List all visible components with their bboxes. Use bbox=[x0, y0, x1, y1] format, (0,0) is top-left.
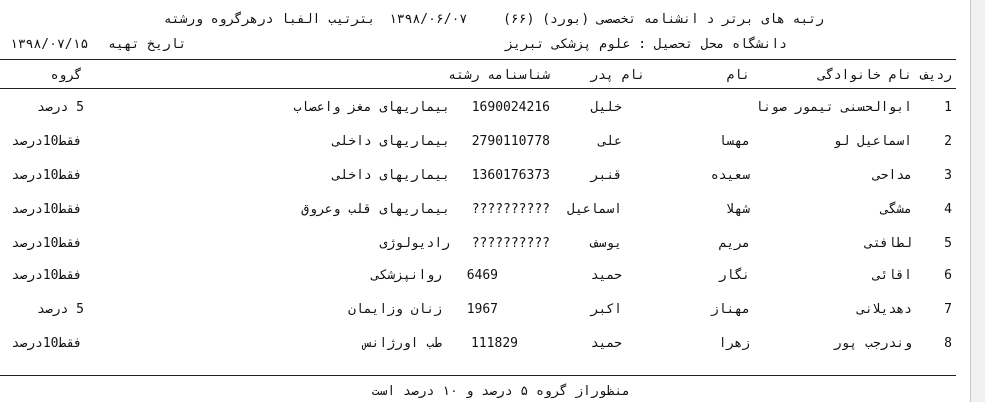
prep-date bbox=[10, 37, 186, 52]
row-id-code: 1690024216 bbox=[471, 100, 550, 115]
row-group: فقط10درصد bbox=[11, 202, 82, 217]
header-divider bbox=[0, 59, 956, 60]
row-father-name: یوسف bbox=[590, 236, 622, 251]
report-title-date: ۱۳۹۸/۰۶/۰۷ bbox=[388, 12, 468, 27]
col-header-father-name: نام پدر bbox=[590, 68, 645, 83]
col-header-last-name: نام خانوادگی bbox=[818, 68, 912, 83]
row-father-name: حمید bbox=[590, 268, 622, 283]
row-index: 4 bbox=[944, 202, 952, 217]
row-group: فقط10درصد bbox=[11, 236, 82, 251]
row-group: فقط10درصد bbox=[11, 268, 82, 283]
col-header-field: شناسنامه رشته bbox=[448, 68, 550, 83]
row-id-code: ?????????? bbox=[471, 236, 550, 251]
row-last-name: لطافتی bbox=[865, 236, 912, 251]
row-field: بیماریهای داخلی bbox=[332, 134, 450, 149]
row-first-name: زهرا bbox=[718, 336, 750, 351]
row-field: رادیولوژی bbox=[379, 236, 450, 251]
row-id-code: 1967 bbox=[466, 302, 498, 317]
col-header-first-name: نام bbox=[726, 68, 750, 83]
university-value: علوم پزشکی تبریز bbox=[505, 37, 631, 52]
row-index: 7 bbox=[944, 302, 952, 317]
report-title-text: رتبه های برتر د انشنامه تخصصی (بورد) (۶۶) bbox=[503, 12, 824, 27]
row-field: روانپزشکی bbox=[371, 268, 442, 283]
row-field: طب اورژانس bbox=[363, 336, 442, 351]
row-father-name: اکبر bbox=[590, 302, 622, 317]
row-id-code: 111829 bbox=[471, 336, 518, 351]
footer-note: منظوراز گروه ۵ درصد و ۱۰ درصد است bbox=[371, 384, 630, 399]
row-index: 6 bbox=[944, 268, 952, 283]
row-last-name: اقائی bbox=[872, 268, 912, 283]
row-id-code: 2790110778 bbox=[471, 134, 550, 149]
row-first-name: مریم bbox=[718, 236, 750, 251]
row-id-code: ?????????? bbox=[471, 202, 550, 217]
prep-date-value: ۱۳۹۸/۰۷/۱۵ bbox=[10, 37, 89, 52]
row-id-code: 1360176373 bbox=[471, 168, 550, 183]
row-index: 3 bbox=[944, 168, 952, 183]
row-group: فقط10درصد bbox=[11, 336, 82, 351]
university-line bbox=[505, 37, 787, 52]
row-first-name: مهناز bbox=[710, 302, 750, 317]
row-father-name: علی bbox=[598, 134, 622, 149]
row-field: زنان وزایمان bbox=[348, 302, 442, 317]
row-father-name: خلیل bbox=[590, 100, 622, 115]
row-index: 2 bbox=[944, 134, 952, 149]
report-title bbox=[164, 12, 824, 27]
report-sort-note: بترتیب الفبا درهرگروه ورشته bbox=[163, 12, 376, 27]
columns-divider bbox=[0, 88, 956, 89]
col-header-index: ردیف bbox=[920, 68, 952, 83]
row-first-name: نگار bbox=[718, 268, 750, 283]
row-last-name: اسماعیل لو bbox=[833, 134, 912, 149]
row-field: بیماریهای قلب وعروق bbox=[301, 202, 450, 217]
col-header-group: گروه bbox=[50, 68, 82, 83]
row-first-name: سعیده bbox=[710, 168, 750, 183]
row-group: فقط10درصد bbox=[11, 134, 82, 149]
row-last-name: ابوالحسنی تیمور صونا bbox=[755, 100, 912, 115]
row-last-name: وندرجب پور bbox=[833, 336, 912, 351]
row-index: 8 bbox=[944, 336, 952, 351]
row-first-name: مهسا bbox=[718, 134, 750, 149]
university-label: دانشگاه محل تحصیل : bbox=[638, 37, 787, 52]
row-field: بیماریهای مغز واعصاب bbox=[293, 100, 450, 115]
row-group: 5 درصد bbox=[37, 100, 84, 115]
row-father-name: قنبر bbox=[590, 168, 622, 183]
prep-date-label: تاریخ تهیه bbox=[108, 37, 187, 52]
row-last-name: مشگی bbox=[880, 202, 912, 217]
row-father-name: اسماعیل bbox=[567, 202, 622, 217]
row-group: 5 درصد bbox=[37, 302, 84, 317]
row-first-name: شهلا bbox=[726, 202, 750, 217]
row-group: فقط10درصد bbox=[11, 168, 82, 183]
row-id-code: 6469 bbox=[466, 268, 498, 283]
row-field: بیماریهای داخلی bbox=[332, 168, 450, 183]
row-last-name: مداحی bbox=[872, 168, 912, 183]
row-index: 1 bbox=[944, 100, 952, 115]
row-last-name: دهدیلانی bbox=[857, 302, 912, 317]
vertical-scrollbar[interactable] bbox=[970, 0, 985, 402]
row-index: 5 bbox=[944, 236, 952, 251]
footer-divider bbox=[0, 375, 956, 376]
row-father-name: حمید bbox=[590, 336, 622, 351]
